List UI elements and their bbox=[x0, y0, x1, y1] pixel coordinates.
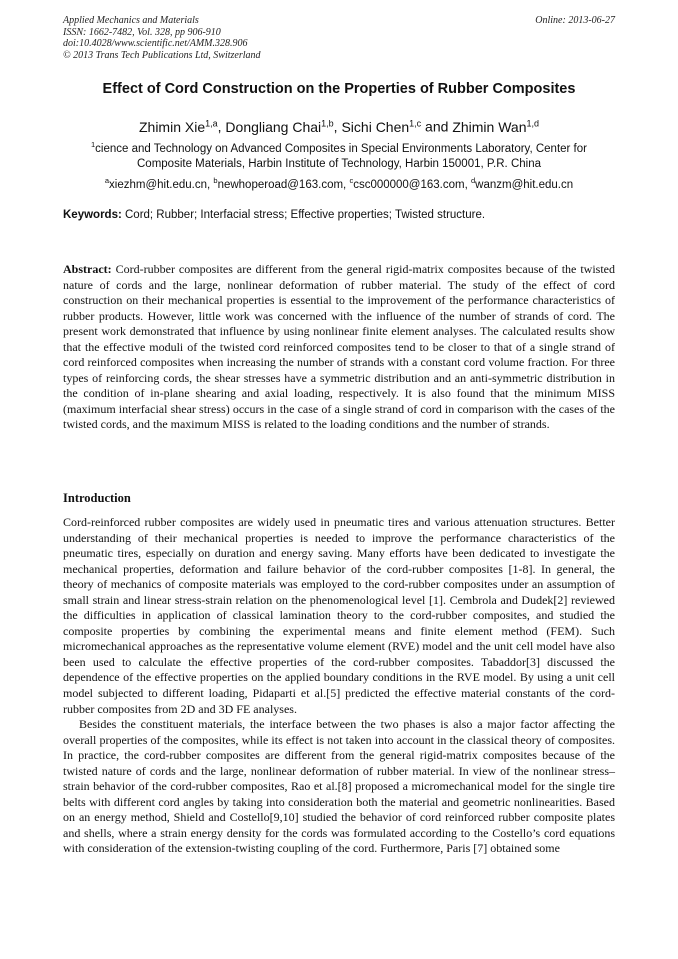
email-mark: a bbox=[104, 176, 110, 185]
journal-name: Applied Mechanics and Materials bbox=[63, 15, 199, 26]
author bbox=[225, 119, 333, 135]
author-separator: and bbox=[421, 118, 453, 135]
author-name: Zhimin Wan bbox=[452, 118, 527, 135]
doi-line[interactable]: doi:10.4028/www.scientific.net/AMM.328.906 bbox=[63, 38, 248, 49]
abstract-paragraph bbox=[63, 262, 615, 433]
author-name: Sichi Chen bbox=[341, 118, 410, 135]
journal-header bbox=[63, 15, 615, 61]
author-affil-mark: 1,d bbox=[526, 118, 539, 128]
affiliation-text: cience and Technology on Advanced Composites in Special Environments Laboratory, Center for Composite Materials, Harbin Institute of Technology, Harbin 150001, P.R. China bbox=[95, 142, 587, 170]
author-name: Zhimin Xie bbox=[138, 118, 206, 135]
intro-paragraph-1: Cord-reinforced rubber composites are widely used in pneumatic tires and various attenuation structures. Better understanding of their mechanical properties is needed to improve the performance characteristics of the pneumatic tires, especially on duration and energy saving. Many efforts have been dedicated to investigate the mechanical properties, deformation and failure behavior of the cord-rubber composites [1-8]. In general, the theory of mechanics of composite materials was employed to the cord-rubber composites under an assumption of small strain and linear stress-strain relation on the phenomenological level [1]. Cembrola and Dudek[2] reviewed the difficulties in application of classical lamination theory to the cord-rubber composites, and studied the composite properties by combining the experimental means and finite element method (FEM). Such micromechanical approaches as the representative volume element (RVE) model and the unit cell model have also been used to calculate the effective properties of the cord-rubber composites. Tabaddor[3] discussed the dependence of the effective properties on the applied boundary conditions in the RVE model. By using a unit cell model subjected to different loading, Pidaparti et al.[5] predicted the effective material constants of the cord-rubber composites from 2D and 3D FE analyses. bbox=[63, 515, 615, 716]
email-separator: , bbox=[343, 178, 350, 191]
introduction-heading: Introduction bbox=[63, 491, 131, 505]
email-address[interactable]: newhoperoad@163.com bbox=[217, 178, 344, 191]
author-name: Dongliang Chai bbox=[225, 118, 322, 135]
email-address[interactable]: xiezhm@hit.edu.cn bbox=[109, 178, 207, 191]
email-mark: b bbox=[213, 176, 218, 185]
keywords-label: Keywords: bbox=[63, 209, 122, 221]
author-affil-mark: 1,b bbox=[321, 118, 334, 128]
keywords bbox=[63, 208, 623, 223]
author bbox=[139, 119, 218, 135]
author-affil-mark: 1,c bbox=[409, 118, 422, 128]
introduction-body bbox=[63, 515, 615, 857]
intro-paragraph-2: Besides the constituent materials, the interface between the two phases is also a major factor affecting the overall properties of the composites, while its effect is not taken into account in the classical theory of composites. In practice, the cord-rubber composites are different from the general rigid-matrix composites because of the twisted nature of cords and the large, nonlinear deformation of rubber material. In view of the nonlinear stress–strain behavior of the cord-rubber composites, Rao et al.[8] proposed a micromechanical model for the single tire belts with different cord angles by taking into consideration both the material and geometric nonlinearities. Based on an energy method, Shield and Costello[9,10] studied the behavior of cord reinforced rubber composite plates and shells, where a strain energy density for the cords was formulated according to the Costello’s cord equations with consideration of the extension-twisting coupling of the cord. Furthermore, Paris [7] obtained some bbox=[63, 717, 615, 856]
affiliation bbox=[63, 137, 615, 172]
paper-title: Effect of Cord Construction on the Properties of Rubber Composites bbox=[102, 81, 576, 97]
email-separator: , bbox=[464, 178, 471, 191]
email-list bbox=[50, 173, 628, 193]
author-list bbox=[30, 113, 648, 137]
email-mark: c bbox=[349, 176, 354, 185]
email-address[interactable]: csc000000@163.com bbox=[353, 178, 465, 191]
abstract-label: Abstract: bbox=[63, 262, 112, 276]
author bbox=[452, 119, 539, 135]
keywords-text: Cord; Rubber; Interfacial stress; Effective properties; Twisted structure. bbox=[121, 209, 486, 221]
email-address[interactable]: wanzm@hit.edu.cn bbox=[475, 178, 574, 191]
email-mark: d bbox=[470, 176, 476, 185]
author-affil-mark: 1,a bbox=[205, 118, 218, 128]
author-separator: , bbox=[333, 118, 342, 135]
affiliation-mark: 1 bbox=[91, 140, 96, 149]
abstract-text: Cord-rubber composites are different from the general rigid-matrix composites because of the twisted nature of cords and the large, nonlinear deformation of rubber material. The study of the effect of cord construction on their mechanical properties is essential to the improvement of the performance characteristics of rubber products. However, little work was concerned with the influence of the number of strands of cord. The present work demonstrated that influence by using nonlinear finite element analyses. The calculated results show that the effective moduli of the twisted cord reinforced composites tend to be closer to that of a single strand of cord reinforced composites when increasing the number of strands with a constant cord volume fraction. For three types of reinforcing cords, the shear stresses have a symmetric distribution and an anti-symmetric distribution in the condition of in-plane shearing and axial loading, respectively. It is also found that the minimum MISS (maximum interfacial shear stress) occurs in the case of a single strand of cord in comparison with the cases of the twisted cords, and the maximum MISS is related to the loading conditions and the number of strands. bbox=[63, 262, 615, 432]
author-separator: , bbox=[217, 118, 226, 135]
online-date: Online: 2013-06-27 bbox=[535, 15, 615, 26]
abstract bbox=[63, 262, 615, 433]
author bbox=[341, 119, 421, 135]
copyright-line: © 2013 Trans Tech Publications Ltd, Switzerland bbox=[63, 49, 261, 61]
email-separator: , bbox=[207, 178, 214, 191]
issn-line: ISSN: 1662-7482, Vol. 328, pp 906-910 bbox=[63, 26, 221, 38]
